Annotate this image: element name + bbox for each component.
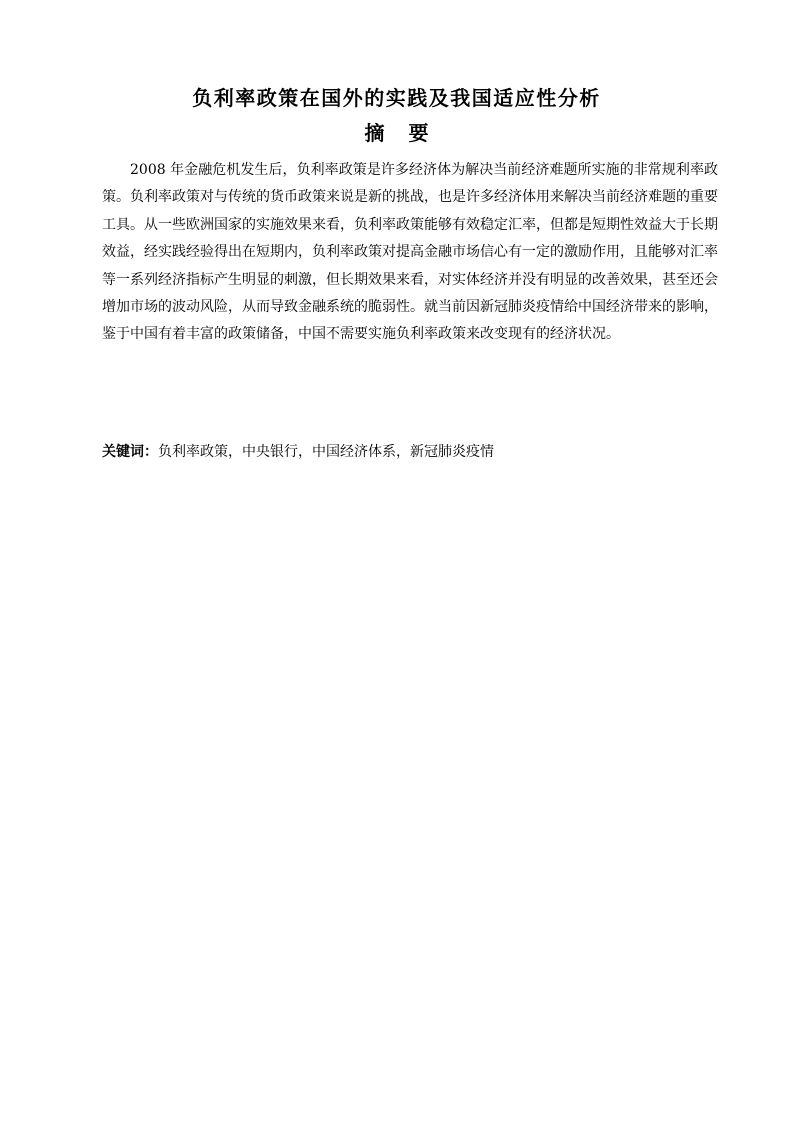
abstract-heading-char-2: 要 (408, 121, 429, 145)
paper-title: 负利率政策在国外的实践及我国适应性分析 (192, 86, 601, 110)
keywords-label: 关键词： (102, 444, 158, 460)
abstract-body: 2008 年金融危机发生后，负利率政策是许多经济体为解决当前经济难题所实施的非常规利率政策。负利率政策对与传统的货币政策来说是新的挑战，也是许多经济体用来解决当前经济难题的重要工具。从一些欧洲国家的实施效果来看，负利率政策能够有效稳定汇率，但都是短期性效益大于长期效益，经实践经验得出在短期内，负利率政策对提高金融市场信心有一定的激励作用，且能够对汇率等一系列经济指标产生明显的刺激，但长期效果来看，对实体经济并没有明显的改善效果，甚至还会增加市场的波动风险，从而导致金融系统的脆弱性。就当前因新冠肺炎疫情给中国经济带来的影响，鉴于中国有着丰富的政策储备，中国不需要实施负利率政策来改变现有的经济状况。 (102, 162, 718, 343)
abstract-heading (0, 119, 793, 147)
keywords-text: 负利率政策，中央银行，中国经济体系，新冠肺炎疫情 (158, 444, 494, 460)
keywords-line (102, 439, 718, 466)
abstract-heading-char-1: 摘 (364, 121, 385, 145)
